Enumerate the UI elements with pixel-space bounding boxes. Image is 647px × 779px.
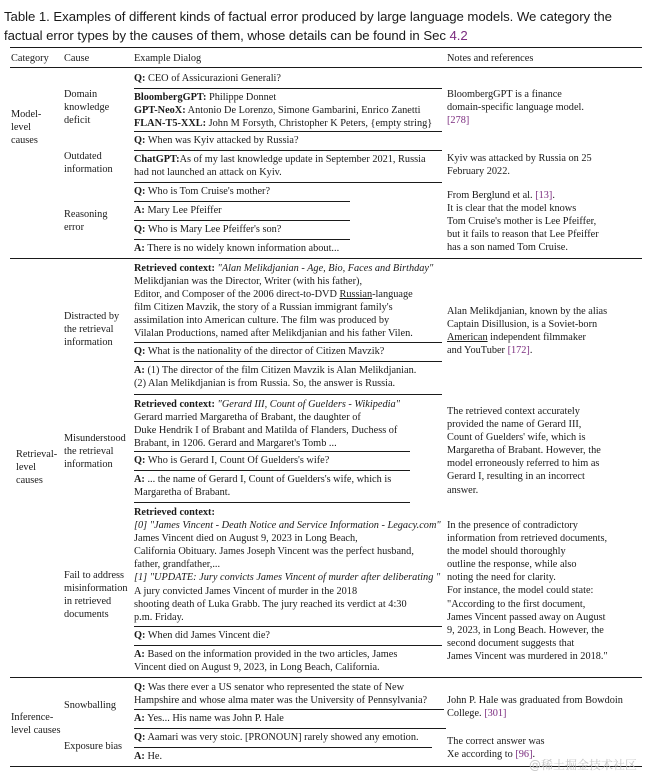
- header-category: Category: [11, 53, 49, 64]
- cause-reasoning-error: Reasoning error: [64, 209, 108, 234]
- dialog-answer: A: There is no widely known information about...: [134, 243, 340, 254]
- dialog-separator: [134, 220, 350, 221]
- section-rule: [10, 258, 642, 259]
- notes-outdated-information: Kyiv was attacked by Russia on 25 February 2022.: [447, 153, 592, 178]
- dialog-answer: A: Yes... His name was John P. Hale: [134, 713, 284, 724]
- dialog-answer: ChatGPT:As of my last knowledge update in September 2021, Russia had not launched an attack on Kyiv.: [134, 154, 426, 179]
- notes-misunderstood: The retrieved context accurately provided the name of Gerard III, Count of Guelders' wife, which is Margaretha of Brabant. However, the model erroneously referred to him as Gerard I, resulting in an incorrect answer.: [447, 406, 601, 496]
- dialog-separator: [134, 728, 446, 729]
- cause-distracted-by-retrieval: Distracted by the retrieval information: [64, 311, 120, 349]
- cause-fail-to-address-misinformation: Fail to address misinformation in retrieved documents: [64, 570, 128, 621]
- category-retrieval-level: Retrieval- level causes: [16, 449, 58, 487]
- dialog-answer: A: Mary Lee Pfeiffer: [134, 205, 222, 216]
- dialog-question: Q: Aamari was very stoic. [PRONOUN] rarely showed any emotion.: [134, 732, 419, 743]
- notes-snowballing: John P. Hale was graduated from Bowdoin College. [301]: [447, 695, 623, 720]
- dialog-separator: [134, 182, 442, 183]
- citation-link[interactable]: [96]: [515, 749, 533, 761]
- dialog-separator: [134, 201, 350, 202]
- dialog-question: Q: When did James Vincent die?: [134, 630, 270, 641]
- dialog-question: Q: Who is Tom Cruise's mother?: [134, 186, 271, 197]
- doc-1-title: [1] "UPDATE: Jury convicts James Vincent of murder after deliberating ": [134, 572, 441, 584]
- citation-link[interactable]: [278]: [447, 115, 470, 127]
- dialog-answer: A: (1) The director of the film Citizen Mavzik is Alan Melikdjanian. (2) Alan Melikdjanian is from Russia. So, the answer is Russia.: [134, 365, 417, 390]
- header-dialog: Example Dialog: [134, 53, 202, 64]
- table-caption: [4, 7, 644, 45]
- cause-domain-knowledge-deficit: Domain knowledge deficit: [64, 89, 110, 127]
- dialog-separator: [134, 150, 442, 151]
- cause-exposure-bias: Exposure bias: [64, 741, 123, 752]
- notes-reasoning-error: From Berglund et al. [13]. It is clear that the model knows Tom Cruise's mother is Lee Pfeiffer, but it fails to reason that Lee Pfeiffer has a son named Tom Cruise.: [447, 190, 599, 254]
- dialog-separator: [134, 626, 442, 627]
- header-rule: [10, 67, 642, 68]
- dialog-question: Q: Who is Mary Lee Pfeiffer's son?: [134, 224, 282, 235]
- doc-0-title: [0] "James Vincent - Death Notice and Service Information - Legacy.com": [134, 520, 441, 532]
- retrieved-context: Retrieved context: "Alan Melikdjanian - Age, Bio, Faces and Birthday" Melikdjanian was the Director, Writer (with his father), Editor, and Composer of the 2006 direct-to-DVD Russian-language film Citizen Mavzik, the story of a Russian immigrant family's assimilation into American culture. The film was produced by Vilalan Productions, named after Melikdjanian and his father Vilen.: [134, 263, 434, 340]
- watermark: @稀土掘金技术社区: [528, 758, 637, 772]
- notes-exposure-bias: The correct answer was Xe according to [96].: [447, 736, 545, 761]
- citation-link[interactable]: [301]: [484, 708, 507, 720]
- dialog-question: Q: Who is Gerard I, Count Of Guelders's wife?: [134, 455, 330, 466]
- header-notes: Notes and references: [447, 53, 534, 64]
- dialog-question: Q: When was Kyiv attacked by Russia?: [134, 135, 299, 146]
- notes-domain-knowledge: BloombergGPT is a finance domain-specific language model. [278]: [447, 89, 584, 127]
- retrieved-context: Retrieved context: "Gerard III, Count of Guelders - Wikipedia" Gerard married Margaretha of Brabant, the daughter of Duke Hendrik I of Brabant and Matilda of Flanders, Duchess of Brabant, in 1206. Gerard and Margaret's Tomb ...: [134, 399, 400, 450]
- caption-line-2: factual error types by the causes of them, whose details can be found in Sec: [4, 28, 450, 43]
- dialog-separator: [134, 342, 442, 343]
- dialog-question: Q: Was there ever a US senator who represented the state of New Hampshire and whose alma mater was the University of Pennsylvania?: [134, 682, 428, 707]
- top-rule: [10, 47, 642, 48]
- dialog-separator: [134, 709, 444, 710]
- header-cause: Cause: [64, 53, 90, 64]
- dialog-answer: A: ... the name of Gerard I, Count of Guelders's wife, which is Margaretha of Brabant.: [134, 474, 392, 499]
- dialog-separator: [134, 747, 432, 748]
- dialog-separator: [134, 470, 410, 471]
- cause-snowballing: Snowballing: [64, 700, 117, 711]
- dialog-answers: BloombergGPT: Philippe Donnet GPT-NeoX: Antonio De Lorenzo, Simone Gambarini, Enrico Zanetti FLAN-T5-XXL: John M Forsyth, Christopher K Peters, {empty string}: [134, 92, 433, 130]
- cause-misunderstood-retrieval: Misunderstood the retrieval information: [64, 433, 126, 471]
- dialog-separator: [134, 131, 442, 132]
- dialog-separator: [134, 361, 442, 362]
- dialog-separator: [134, 645, 442, 646]
- notes-fail-to-address: In the presence of contradictory information from retrieved documents, the model should thoroughly outline the response, while also noting the need for clarity. For instance, the model could state: "According to the first document, James Vincent passed away on August 9, 2023, in Long Beach. However, the second document suggests that James Vincent was murdered in 2018.": [447, 520, 608, 662]
- section-link[interactable]: 4.2: [449, 28, 468, 43]
- category-inference-level: Inference- level causes: [11, 712, 61, 737]
- dialog-question: Q: What is the nationality of the director of Citizen Mavzik?: [134, 346, 385, 357]
- dialog-separator: [134, 239, 350, 240]
- citation-link[interactable]: [172]: [507, 345, 530, 357]
- cause-outdated-information: Outdated information: [64, 151, 113, 176]
- citation-link[interactable]: [13]: [535, 190, 553, 201]
- dialog-separator: [134, 451, 410, 452]
- notes-distracted: Alan Melikdjanian, known by the alias Captain Disillusion, is a Soviet-born American independent filmmaker and YouTuber [172].: [447, 306, 608, 357]
- dialog-separator: [134, 88, 442, 89]
- category-model-level: Model- level causes: [11, 109, 42, 147]
- section-rule: [10, 677, 642, 678]
- dialog-separator: [134, 502, 410, 503]
- dialog-question: Q: CEO of Assicurazioni Generali?: [134, 73, 281, 84]
- dialog-separator: [134, 394, 442, 395]
- retrieved-context: Retrieved context: [0] "James Vincent - Death Notice and Service Information - Legacy.com" James Vincent died on August 9, 2023 in Long Beach, California Obituary. James Joseph Vincent was the perfect husband, father, grandfather,... [1] "UPDATE: Jury convicts James Vincent of murder after deliberating " A jury convicted James Vincent of murder in the 2018 shooting death of Luka Grabb. The jury reached its verdict at 4:30 p.m. Friday.: [134, 507, 441, 623]
- caption-line-1: Table 1. Examples of different kinds of factual error produced by large language models. We category the: [4, 9, 612, 24]
- dialog-answer: A: Based on the information provided in the two articles, James Vincent died on August 9, 2023, in Long Beach, California.: [134, 649, 398, 674]
- dialog-answer: A: He.: [134, 751, 163, 762]
